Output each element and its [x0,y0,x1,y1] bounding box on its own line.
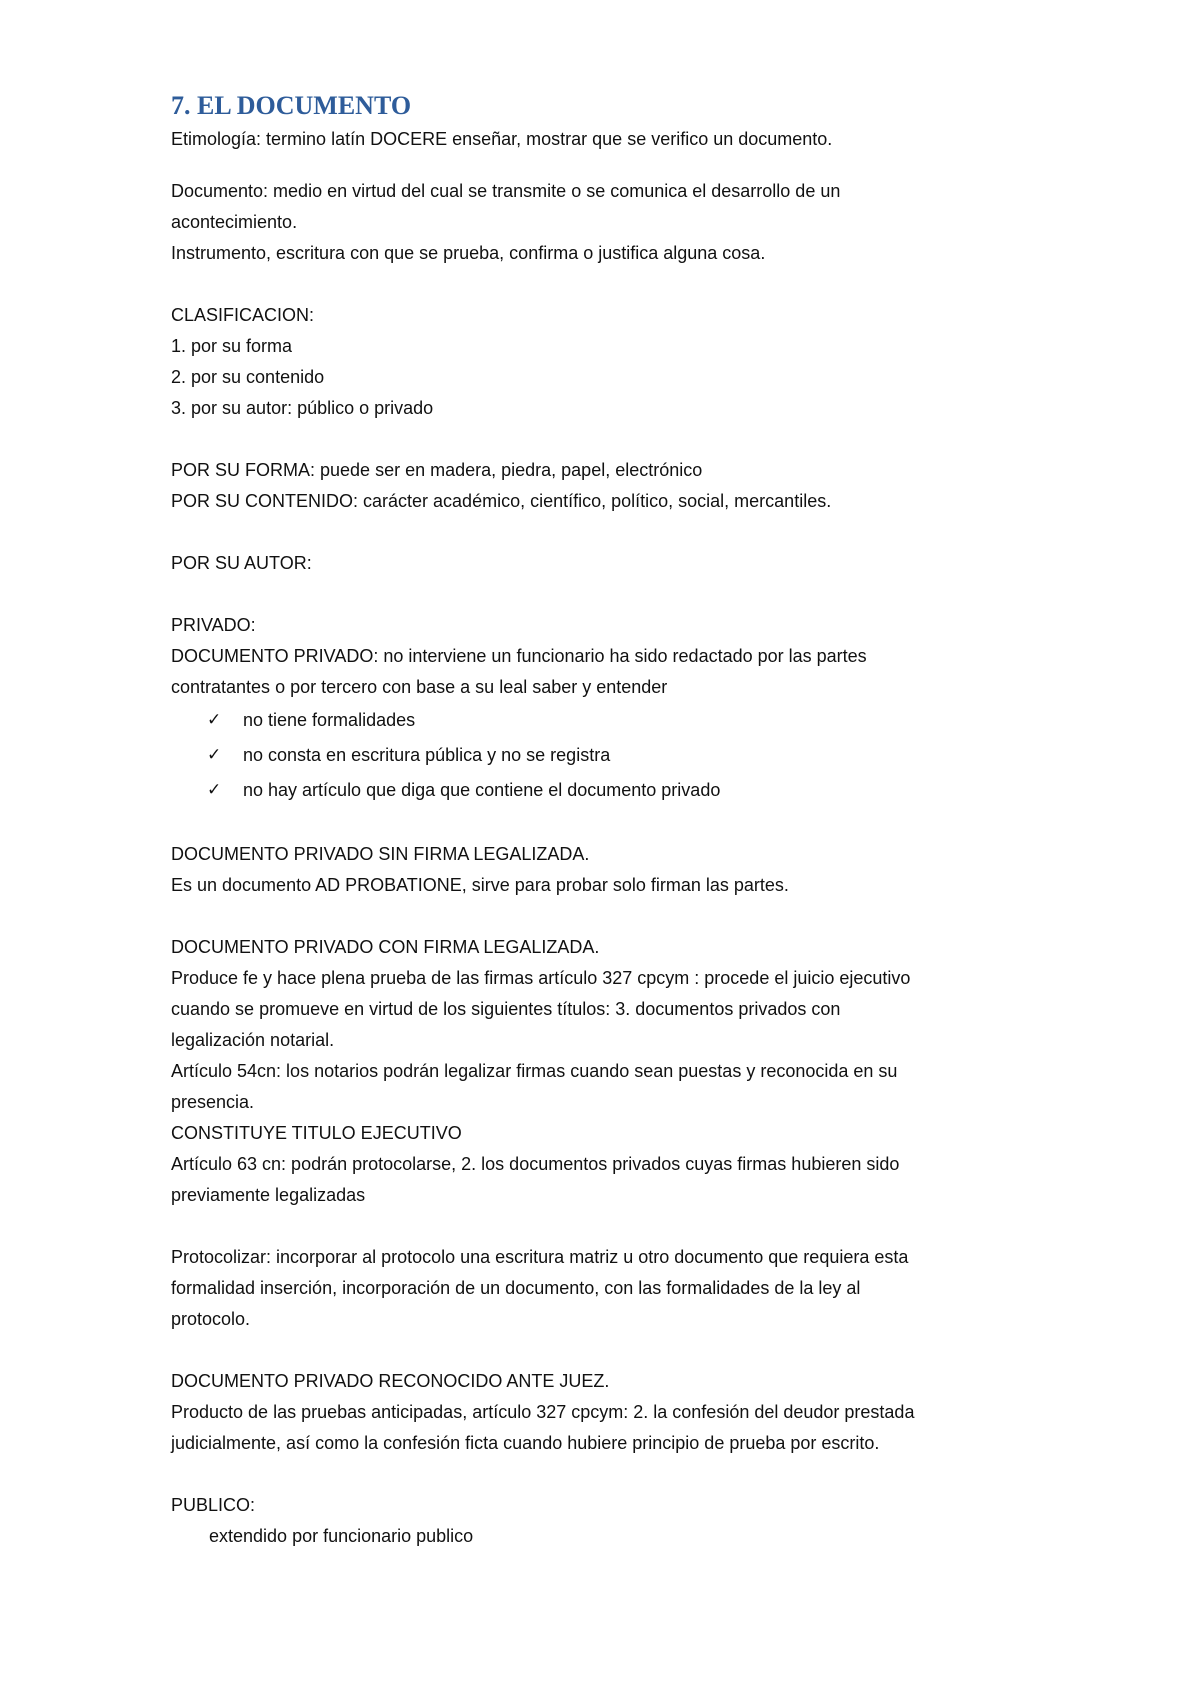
check-icon: ✓ [207,780,222,800]
reconocido-line-1: Producto de las pruebas anticipadas, artículo 327 cpcym: 2. la confesión del deudor prestada [171,1402,915,1422]
checklist-item [207,703,1050,738]
protocolizar-line-1: Protocolizar: incorporar al protocolo una escritura matriz u otro documento que requiera esta [171,1247,909,1267]
etimologia-text: Etimología: termino latín DOCERE enseñar, mostrar que se verifico un documento. [171,129,833,149]
spacer [171,517,1050,548]
checklist-item [207,738,1050,773]
por-su-autor-heading: POR SU AUTOR: [171,553,312,573]
por-su-forma-text: POR SU FORMA: puede ser en madera, piedra, papel, electrónico [171,460,703,480]
privado-checklist [171,703,1050,808]
publico-list [171,1521,1050,1552]
documento-privado-line-2: contratantes o por tercero con base a su leal saber y entender [171,677,668,697]
clasificacion-item: 3. por su autor: público o privado [171,398,434,418]
articulo-54-line-1: Artículo 54cn: los notarios podrán legalizar firmas cuando sean puestas y reconocida en su [171,1061,898,1081]
protocolizar-line-2: formalidad inserción, incorporación de un documento, con las formalidades de la ley al [171,1278,861,1298]
checklist-item [207,773,1050,808]
spacer [171,1459,1050,1490]
check-icon: ✓ [207,745,222,765]
check-icon: ✓ [207,710,222,730]
constituye-titulo-text: CONSTITUYE TITULO EJECUTIVO [171,1123,462,1143]
protocolizar-line-3: protocolo. [171,1309,251,1329]
document-heading: 7. EL DOCUMENTO [171,91,412,120]
con-firma-line-3: legalización notarial. [171,1030,335,1050]
documento-privado-line-1: DOCUMENTO PRIVADO: no interviene un funcionario ha sido redactado por las partes [171,646,867,666]
privado-heading: PRIVADO: [171,615,256,635]
clasificacion-item: 1. por su forma [171,336,293,356]
spacer [171,808,1050,839]
documento-definition-line-2: acontecimiento. [171,212,298,232]
spacer [171,1211,1050,1242]
documento-definition-line-1: Documento: medio en virtud del cual se transmite o se comunica el desarrollo de un [171,181,841,201]
checklist-item-text: no hay artículo que diga que contiene el documento privado [243,780,721,800]
reconocido-line-2: judicialmente, así como la confesión ficta cuando hubiere principio de prueba por escrito. [171,1433,880,1453]
articulo-63-line-1: Artículo 63 cn: podrán protocolarse, 2. los documentos privados cuyas firmas hubieren sido [171,1154,900,1174]
articulo-54-line-2: presencia. [171,1092,255,1112]
sin-firma-text: Es un documento AD PROBATIONE, sirve para probar solo firman las partes. [171,875,789,895]
publico-list-item: extendido por funcionario publico [209,1526,474,1546]
clasificacion-heading: CLASIFICACION: [171,305,315,325]
sin-firma-heading: DOCUMENTO PRIVADO SIN FIRMA LEGALIZADA. [171,844,590,864]
spacer [171,1335,1050,1366]
publico-heading: PUBLICO: [171,1495,256,1515]
spacer [171,579,1050,610]
spacer [171,424,1050,455]
por-su-contenido-text: POR SU CONTENIDO: carácter académico, científico, político, social, mercantiles. [171,491,832,511]
reconocido-heading: DOCUMENTO PRIVADO RECONOCIDO ANTE JUEZ. [171,1371,610,1391]
con-firma-line-2: cuando se promueve en virtud de los siguientes títulos: 3. documentos privados con [171,999,841,1019]
checklist-item-text: no tiene formalidades [243,710,416,730]
spacer [171,155,1050,176]
clasificacion-item: 2. por su contenido [171,367,325,387]
spacer [171,269,1050,300]
con-firma-heading: DOCUMENTO PRIVADO CON FIRMA LEGALIZADA. [171,937,600,957]
instrumento-definition: Instrumento, escritura con que se prueba, confirma o justifica alguna cosa. [171,243,766,263]
checklist-item-text: no consta en escritura pública y no se registra [243,745,611,765]
spacer [171,901,1050,932]
con-firma-line-1: Produce fe y hace plena prueba de las firmas artículo 327 cpcym : procede el juicio ejecutivo [171,968,911,988]
articulo-63-line-2: previamente legalizadas [171,1185,366,1205]
